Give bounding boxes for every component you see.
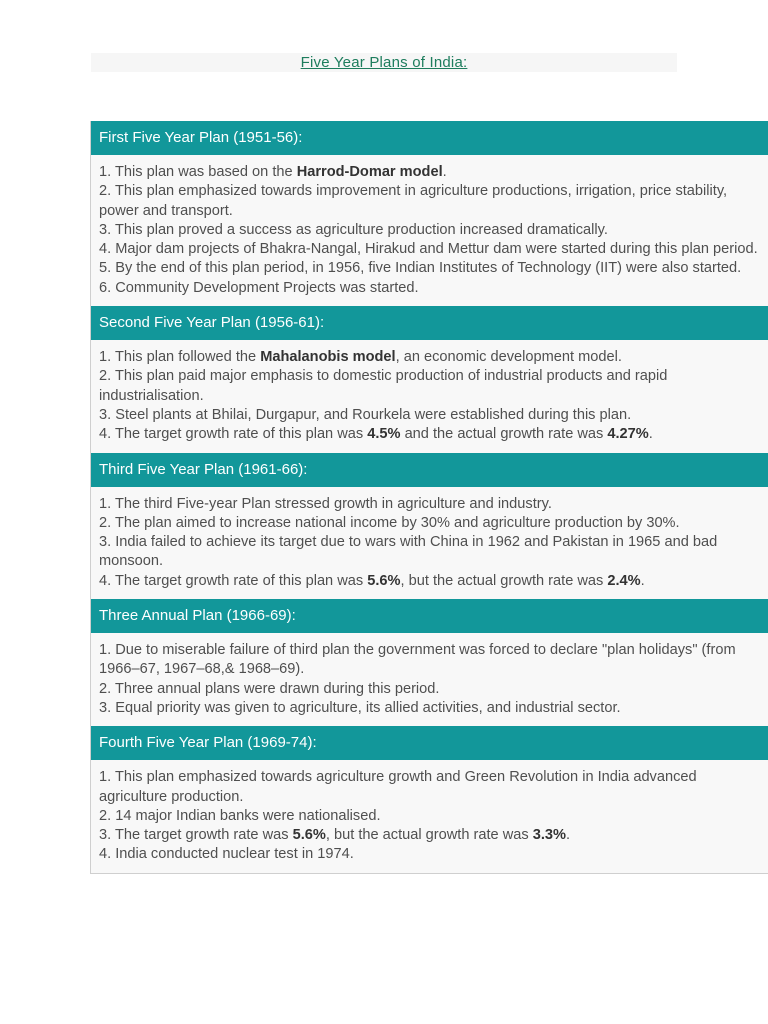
plan-section xyxy=(91,121,768,306)
plan-point xyxy=(99,240,761,259)
plan-body xyxy=(91,760,768,872)
highlight-text: Mahalanobis model xyxy=(260,349,396,366)
point-text: 2. This plan paid major emphasis to domestic production of industrial products and rapid industrialisation. xyxy=(99,368,668,404)
plan-heading: Second Five Year Plan (1956-61): xyxy=(91,306,768,340)
plan-point xyxy=(99,768,761,807)
point-text: 3. The target growth rate was xyxy=(99,827,293,844)
highlight-text: 4.5% xyxy=(367,426,401,443)
plan-point xyxy=(99,641,761,680)
point-text: 1. This plan was based on the xyxy=(99,164,297,180)
plan-section xyxy=(91,306,768,452)
plan-body xyxy=(91,633,768,726)
point-text: 4. India conducted nuclear test in 1974. xyxy=(99,846,354,863)
plan-point xyxy=(99,533,761,572)
highlight-text: Harrod-Domar model xyxy=(296,164,443,180)
plan-heading: Three Annual Plan (1966-69): xyxy=(91,599,768,633)
plan-point xyxy=(99,221,761,240)
point-text: 4. The target growth rate of this plan was xyxy=(99,572,368,589)
point-text: 3. Equal priority was given to agriculture, its allied activities, and industrial sector. xyxy=(99,699,621,716)
plan-section xyxy=(91,453,768,599)
plan-section xyxy=(91,599,768,726)
highlight-text: 2.4% xyxy=(607,572,641,589)
plan-body xyxy=(91,155,768,306)
plan-heading: Fourth Five Year Plan (1969-74): xyxy=(91,726,768,760)
plan-point xyxy=(99,495,761,514)
point-text: . xyxy=(442,164,447,180)
point-text: 3. India failed to achieve its target due to wars with China in 1962 and Pakistan in 1965 and bad monsoon. xyxy=(99,534,718,570)
point-text: 5. By the end of this plan period, in 1956, five Indian Institutes of Technology (IIT) were also started. xyxy=(99,260,742,277)
point-text: 2. Three annual plans were drawn during this period. xyxy=(99,680,440,697)
plan-point xyxy=(99,406,761,425)
plan-point xyxy=(99,845,761,864)
point-text: 2. 14 major Indian banks were nationalised. xyxy=(99,807,381,824)
point-text: 2. The plan aimed to increase national income by 30% and agriculture production by 30%. xyxy=(99,514,680,531)
plan-point xyxy=(99,367,761,406)
plan-point xyxy=(99,348,761,367)
plan-body xyxy=(91,487,768,599)
plan-body xyxy=(91,340,768,452)
point-text: . xyxy=(640,572,645,589)
point-text: . xyxy=(566,827,571,844)
plan-point xyxy=(99,259,761,278)
point-text: 1. Due to miserable failure of third plan the government was forced to declare "plan holidays" (from 1966–67, 1967–68,& 1968–69). xyxy=(99,642,736,678)
plan-point xyxy=(99,425,761,444)
point-text: 3. This plan proved a success as agriculture production increased dramatically. xyxy=(99,221,608,238)
plan-point xyxy=(99,572,761,591)
point-text: 1. This plan followed the xyxy=(99,349,261,366)
plans-list xyxy=(90,121,768,874)
point-text: 1. This plan emphasized towards agriculture growth and Green Revolution in India advanced agriculture production. xyxy=(99,769,697,805)
plan-point xyxy=(99,680,761,699)
point-text: 4. Major dam projects of Bhakra-Nangal, Hirakud and Mettur dam were started during this plan period. xyxy=(99,241,758,258)
plan-point xyxy=(99,514,761,533)
plan-point xyxy=(99,279,761,298)
highlight-text: 4.27% xyxy=(607,426,649,443)
point-text: 3. Steel plants at Bhilai, Durgapur, and Rourkela were established during this plan. xyxy=(99,406,632,423)
point-text: 6. Community Development Projects was started. xyxy=(99,279,419,296)
point-text: 1. The third Five-year Plan stressed growth in agriculture and industry. xyxy=(99,495,552,512)
point-text: 4. The target growth rate of this plan was xyxy=(99,426,368,443)
plan-section xyxy=(91,726,768,872)
plan-point xyxy=(99,826,761,845)
point-text: , but the actual growth rate was xyxy=(325,827,533,844)
point-text: , but the actual growth rate was xyxy=(400,572,608,589)
point-text: and the actual growth rate was xyxy=(400,426,608,443)
plan-point xyxy=(99,182,761,221)
point-text: 2. This plan emphasized towards improvement in agriculture productions, irrigation, price stability, power and transport. xyxy=(99,183,728,219)
plan-heading: First Five Year Plan (1951-56): xyxy=(91,121,768,155)
point-text: , an economic development model. xyxy=(395,349,622,366)
page-title[interactable]: Five Year Plans of India: xyxy=(300,54,468,71)
plan-point xyxy=(99,699,761,718)
plan-point xyxy=(99,163,761,182)
point-text: . xyxy=(648,426,653,443)
highlight-text: 3.3% xyxy=(532,827,566,844)
plan-heading: Third Five Year Plan (1961-66): xyxy=(91,453,768,487)
plan-point xyxy=(99,807,761,826)
title-bar xyxy=(91,53,677,72)
highlight-text: 5.6% xyxy=(292,827,326,844)
highlight-text: 5.6% xyxy=(367,572,401,589)
